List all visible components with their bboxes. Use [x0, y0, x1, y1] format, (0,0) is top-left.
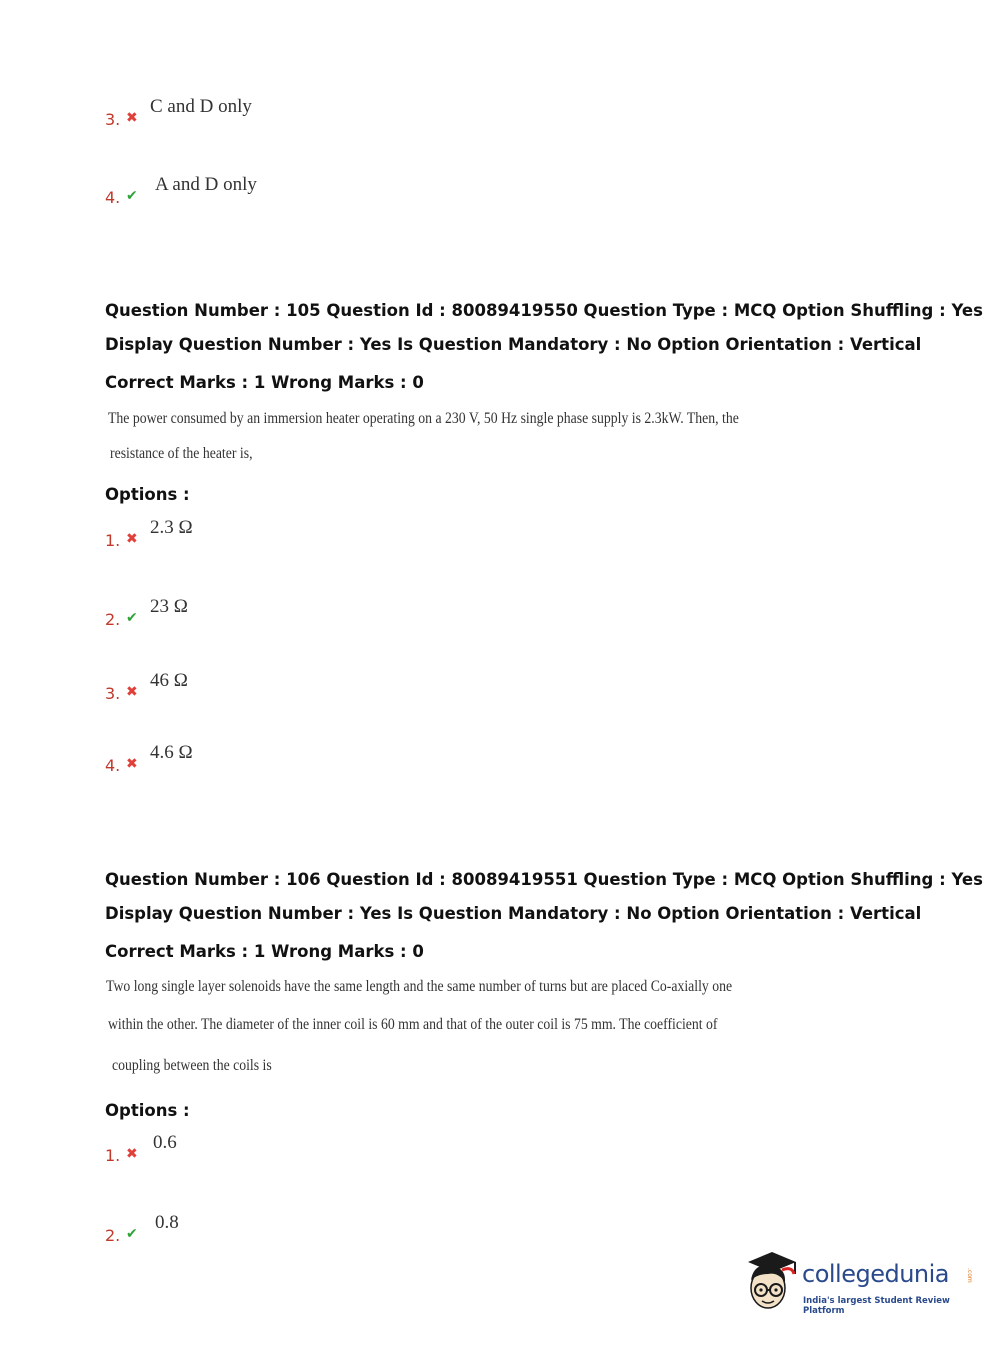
question-marks: Correct Marks : 1 Wrong Marks : 0	[105, 942, 424, 961]
wrong-mark-icon: ✖	[126, 756, 138, 772]
option-row	[0, 596, 700, 636]
option-number: 2.	[105, 610, 121, 629]
option-row	[0, 96, 700, 136]
option-row	[0, 670, 700, 710]
option-text: A and D only	[155, 174, 257, 195]
option-text: C and D only	[150, 96, 252, 117]
wrong-mark-icon: ✖	[126, 684, 138, 700]
brand-name: collegedunia	[802, 1260, 950, 1288]
question-meta: Display Question Number : Yes Is Question Mandatory : No Option Orientation : Vertical	[105, 904, 922, 923]
option-number: 4.	[105, 188, 121, 207]
option-text: 2.3 Ω	[150, 517, 193, 538]
question-text: The power consumed by an immersion heater operating on a 230 V, 50 Hz single phase supply is 2.3kW. Then, the	[108, 410, 739, 427]
option-row	[0, 174, 700, 214]
correct-mark-icon: ✔	[126, 188, 138, 204]
option-row	[0, 1132, 700, 1172]
option-row	[0, 1212, 700, 1252]
option-text: 0.6	[153, 1132, 177, 1153]
option-number: 4.	[105, 756, 121, 775]
option-number: 1.	[105, 531, 121, 550]
question-meta: Question Number : 106 Question Id : 80089419551 Question Type : MCQ Option Shuffling : Yes	[105, 870, 983, 889]
mascot-icon	[742, 1248, 802, 1318]
options-label: Options :	[105, 485, 190, 504]
wrong-mark-icon: ✖	[126, 110, 138, 126]
question-text: coupling between the coils is	[112, 1057, 272, 1074]
question-text: Two long single layer solenoids have the same length and the same number of turns but are placed Co-axially one	[106, 978, 733, 995]
option-text: 0.8	[155, 1212, 179, 1233]
wrong-mark-icon: ✖	[126, 1146, 138, 1162]
option-row	[0, 517, 700, 557]
wrong-mark-icon: ✖	[126, 531, 138, 547]
option-row	[0, 742, 700, 782]
question-marks: Correct Marks : 1 Wrong Marks : 0	[105, 373, 424, 392]
question-text: within the other. The diameter of the inner coil is 60 mm and that of the outer coil is 75 mm. The coefficient of	[108, 1016, 718, 1033]
options-label: Options :	[105, 1101, 190, 1120]
option-text: 46 Ω	[150, 670, 188, 691]
option-number: 3.	[105, 684, 121, 703]
correct-mark-icon: ✔	[126, 1226, 138, 1242]
option-number: 1.	[105, 1146, 121, 1165]
option-number: 3.	[105, 110, 121, 129]
collegedunia-logo	[742, 1248, 982, 1318]
brand-suffix: .com	[966, 1268, 973, 1283]
brand-tagline: India's largest Student Review Platform	[803, 1296, 950, 1316]
option-text: 4.6 Ω	[150, 742, 193, 763]
option-number: 2.	[105, 1226, 121, 1245]
correct-mark-icon: ✔	[126, 610, 138, 626]
question-meta: Question Number : 105 Question Id : 80089419550 Question Type : MCQ Option Shuffling : Yes	[105, 301, 983, 320]
question-meta: Display Question Number : Yes Is Question Mandatory : No Option Orientation : Vertical	[105, 335, 922, 354]
option-text: 23 Ω	[150, 596, 188, 617]
question-text: resistance of the heater is,	[110, 445, 253, 462]
